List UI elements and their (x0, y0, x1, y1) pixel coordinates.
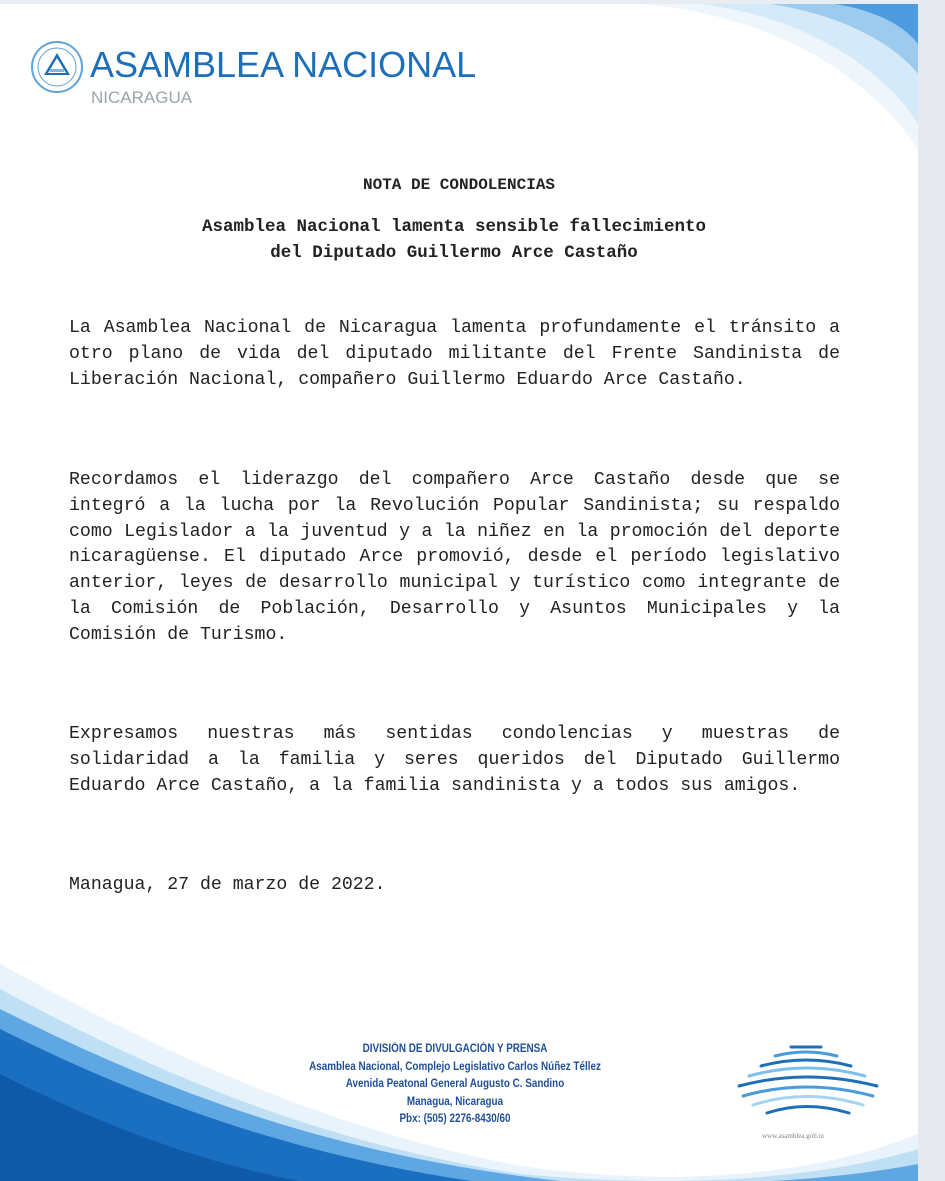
footer-address: Avenida Peatonal General Augusto C. Sandino (345, 1078, 565, 1091)
coat-of-arms-icon (30, 40, 84, 94)
website-url: www.asamblea.gob.ni (762, 1132, 824, 1140)
subtitle-line: del Diputado Guillermo Arce Castaño (270, 243, 638, 263)
footer-address: Asamblea Nacional, Complejo Legislativo Carlos Núñez Téllez (309, 1060, 601, 1073)
date-line: Managua, 27 de marzo de 2022. (69, 875, 386, 895)
document-subtitle (0, 214, 908, 266)
document-title: NOTA DE CONDOLENCIAS (362, 176, 556, 194)
footer-phone: Pbx: (505) 2276-8430/60 (399, 1113, 511, 1126)
paragraph: La Asamblea Nacional de Nicaragua lamenta profundamente el tránsito a otro plano de vida del diputado militante del Frente Sandinista de Liberación Nacional, compañero Guillermo Eduardo Arce Castaño. (69, 318, 840, 390)
organization-name: ASAMBLEA NACIONAL (90, 44, 477, 85)
footer-division: DIVISIÓN DE DIVULGACIÓN Y PRENSA (362, 1043, 548, 1055)
subtitle-line: Asamblea Nacional lamenta sensible fallecimiento (201, 217, 707, 237)
page-margin (918, 0, 945, 1181)
parliament-arcs-icon (733, 1044, 883, 1124)
paragraph: Expresamos nuestras más sentidas condolencias y muestras de solidaridad a la familia y seres queridos del Diputado Guillermo Eduardo Arce Castaño, a la familia sandinista y a todos sus amigos. (69, 724, 840, 796)
footer-contact-block (296, 1041, 614, 1129)
organization-country: NICARAGUA (91, 88, 193, 107)
document-page (0, 4, 918, 1181)
footer-city: Managua, Nicaragua (406, 1095, 504, 1108)
paragraph: Recordamos el liderazgo del compañero Arce Castaño desde que se integró a la lucha por la Revolución Popular Sandinista; su respaldo como Legislador a la juventud y a la niñez en la promoción del deporte nicaragüense. El diputado Arce promovió, desde el período legislativo anterior, leyes de desarrollo municipal y turístico como integrante de la Comisión de Población, Desarrollo y Asuntos Municipales y la Comisión de Turismo. (69, 470, 840, 645)
